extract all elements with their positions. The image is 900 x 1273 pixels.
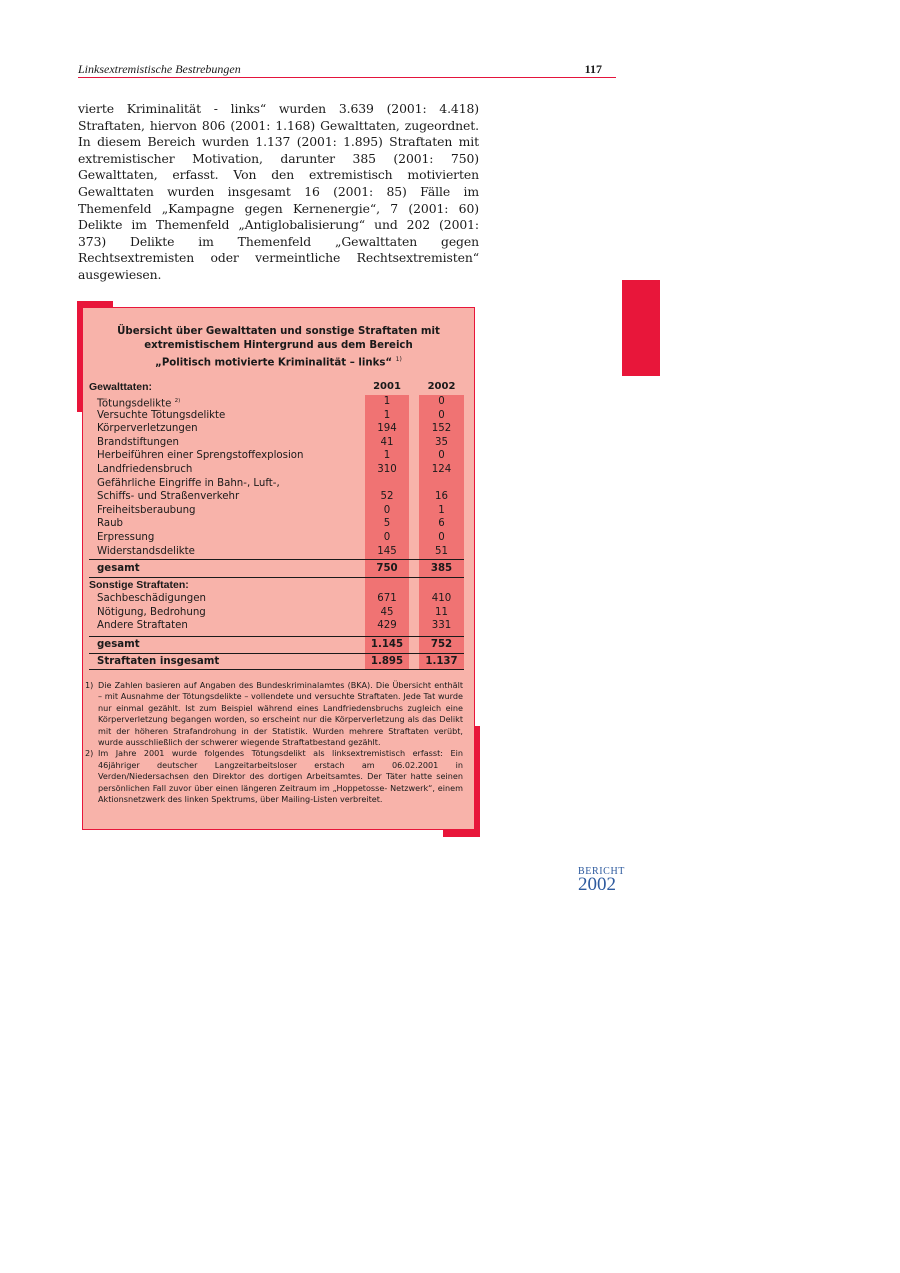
table-row <box>83 409 474 423</box>
table-row <box>83 395 474 409</box>
table-row <box>83 606 474 620</box>
table-row <box>83 436 474 450</box>
value-2001: 1 <box>383 409 391 421</box>
footnote-2 <box>85 748 463 805</box>
value-2001: 429 <box>377 620 397 632</box>
value-2002: 410 <box>431 593 452 604</box>
footnote-1 <box>85 680 463 748</box>
row-label: Körperverletzungen <box>97 423 198 435</box>
other-crimes-heading: Sonstige Straftaten: <box>89 579 189 591</box>
other-total-row <box>83 638 474 652</box>
value-2001: 0 <box>383 504 391 516</box>
violent-total-row <box>83 562 474 576</box>
column-header-2001: 2001 <box>373 381 401 392</box>
value-2001: 750 <box>376 563 398 574</box>
row-label: Tötungsdelikte $^{2)}$ <box>97 398 181 410</box>
footnote-number: 2) <box>85 748 94 759</box>
footnote-ref: 1) <box>395 356 402 363</box>
value-2001: 0 <box>383 532 391 543</box>
column-header-2002: 2002 <box>427 381 456 392</box>
value-2002: 752 <box>430 639 453 650</box>
page-number: 117 <box>584 62 602 76</box>
value-2002: 1.137 <box>425 656 458 667</box>
table-row <box>83 490 474 504</box>
row-label: Schiffs- und Straßenverkehr <box>97 491 240 503</box>
row-label: Erpressung <box>97 532 155 543</box>
statistics-box <box>82 307 475 830</box>
row-label: Freiheitsberaubung <box>97 504 196 516</box>
value-2002: 6 <box>438 518 445 530</box>
row-label: Andere Straftaten <box>97 620 188 632</box>
row-label: Sachbeschädigungen <box>97 593 206 604</box>
divider <box>89 653 464 654</box>
table-row <box>83 619 474 633</box>
box-title-line-1: Übersicht über Gewalttaten und sonstige Straftaten mit <box>117 326 440 337</box>
footnote-text: Die Zahlen basieren auf Angaben des Bundeskriminalamtes (BKA). Die Übersicht enthält – mit Ausnahme der Tötungsdelikte – vollendete und versuchte Straftaten. Jede Tat wurde nur einmal gezählt. Ist zum Beispiel während eines Landfriedensbruchs zugleich eine Körperverletzung begangen worden, so erscheint nur die Körperverletzung als das Delikt mit der höheren Strafandrohung in der Statistik. Wurden mehrere Straftaten verübt, wurde ausschließlich der schwerer wiegende Straftatbestand gezählt. <box>98 680 463 748</box>
value-2002: 331 <box>431 620 452 632</box>
row-label: Brandstiftungen <box>97 436 179 448</box>
table-row <box>83 592 474 606</box>
value-2001: 41 <box>380 436 394 448</box>
table-row <box>83 463 474 477</box>
row-label: Nötigung, Bedrohung <box>97 606 206 618</box>
row-label: Gefährliche Eingriffe in Bahn-, Luft-, <box>97 477 280 489</box>
table-row <box>83 449 474 463</box>
box-title-line-3: „Politisch motivierte Kriminalität – links“ <box>155 357 393 369</box>
value-2001: 194 <box>377 423 397 435</box>
value-2001: 671 <box>377 593 397 604</box>
row-label: Straftaten insgesamt <box>97 656 220 667</box>
value-2001: 1 <box>383 450 391 462</box>
footnote-text: Im Jahre 2001 wurde folgendes Tötungsdelikt als linksextremistisch erfasst: Ein 46jähriger deutscher Langzeitarbeitsloser erstach am 06.02.2001 in Verden/Niedersachsen den Direktor des dortigen Arbeitsamtes. Der Täter hatte seinen persönlichen Fall zuvor über einen längeren Zeitraum im „Hoppetosse- Netzwerk“, einem Aktionsnetzwerk des linken Spektrums, über Mailing-Listen verbreitet. <box>98 748 463 805</box>
row-label: Widerstandsdelikte <box>97 545 195 557</box>
value-2002: 0 <box>438 450 445 462</box>
value-2001: 145 <box>377 545 397 557</box>
box-title <box>83 325 474 370</box>
row-label: gesamt <box>97 563 140 574</box>
row-label: Raub <box>97 518 124 530</box>
value-2002: 0 <box>438 409 445 421</box>
footnotes <box>85 680 463 805</box>
footnote-number: 1) <box>85 680 94 690</box>
value-2001: 5 <box>383 518 391 530</box>
value-2002: 51 <box>435 545 448 557</box>
value-2002: 11 <box>435 606 448 618</box>
table-row <box>83 477 474 491</box>
red-margin-tab <box>622 280 660 376</box>
value-2002: 16 <box>435 491 448 503</box>
value-2002: 35 <box>435 436 448 448</box>
logo-word: BERICHT <box>578 866 625 877</box>
divider <box>89 559 464 560</box>
value-2002: 124 <box>431 464 452 475</box>
table-row <box>83 531 474 545</box>
value-2001: 52 <box>380 491 394 503</box>
grand-total-row <box>83 655 474 669</box>
value-2001: 1.895 <box>370 656 404 667</box>
bericht-2002-logo <box>578 866 638 893</box>
table-row <box>83 504 474 518</box>
page-header <box>78 62 616 78</box>
value-2001: 310 <box>377 464 397 475</box>
value-2001: 1.145 <box>370 639 404 650</box>
logo-year: 2002 <box>578 874 616 895</box>
row-label: gesamt <box>97 639 140 650</box>
divider <box>89 669 464 670</box>
row-label: Landfriedensbruch <box>97 464 193 475</box>
divider <box>89 636 464 637</box>
running-title: Linksextremistische Bestrebungen <box>78 62 241 76</box>
value-2002: 0 <box>438 396 445 407</box>
footnote-ref: 2) <box>174 398 181 404</box>
row-label: Herbeiführen einer Sprengstoffexplosion <box>97 450 304 462</box>
table-row <box>83 517 474 531</box>
value-2002: 1 <box>438 504 445 516</box>
value-2002: 0 <box>438 532 445 543</box>
value-2001: 45 <box>380 606 394 618</box>
body-paragraph: vierte Kriminalität - links“ wurden 3.639 (2001: 4.418) Straftaten, hiervon 806 (2001: 1.168) Gewalttaten, zugeordnet. In diesem Bereich wurden 1.137 (2001: 1.895) Straftaten mit extremistischer Motivation, darunter 385 (2001: 750) Gewalttaten, erfasst. Von den extremistisch motivierten Gewalttaten wurden insgesamt 16 (2001: 85) Fälle im Themenfeld „Kampagne gegen Kernenergie“, 7 (2001: 60) Delikte im Themenfeld „Antiglobalisierung“ und 202 (2001: 373) Delikte im Themenfeld „Gewalttaten gegen Rechtsextremisten oder vermeintliche Rechtsextremisten“ ausgewiesen. <box>78 101 479 282</box>
violent-crimes-heading: Gewalttaten: <box>89 381 153 393</box>
value-2002: 385 <box>430 563 453 574</box>
divider <box>89 577 464 578</box>
row-label: Versuchte Tötungsdelikte <box>97 409 226 421</box>
box-title-line-2: extremistischem Hintergrund aus dem Bereich <box>144 340 413 351</box>
table-row <box>83 422 474 436</box>
value-2002: 152 <box>431 423 452 435</box>
value-2001: 1 <box>383 396 391 407</box>
table-row <box>83 545 474 559</box>
